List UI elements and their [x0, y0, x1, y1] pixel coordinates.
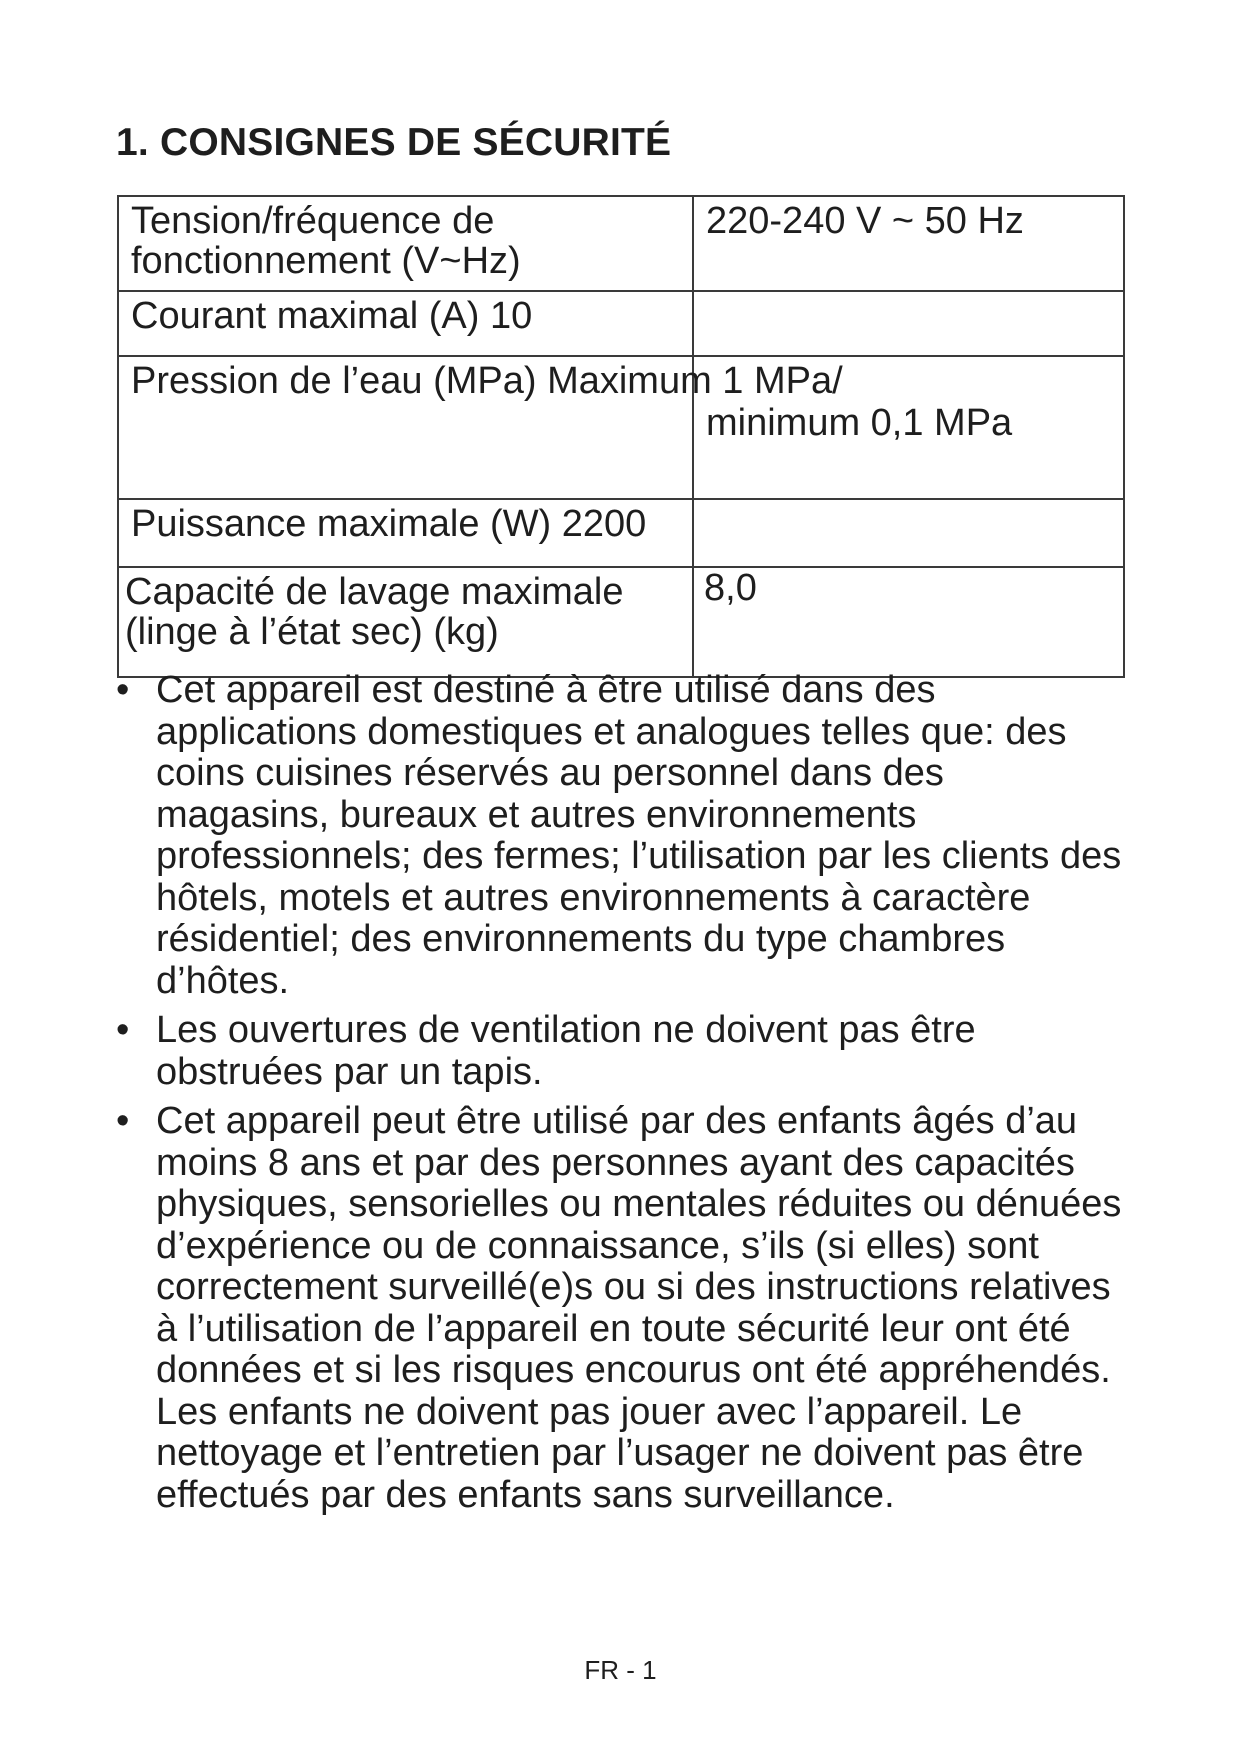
bullet-icon: •	[116, 1009, 130, 1051]
spec-value: minimum 0,1 MPa	[693, 356, 1124, 499]
spec-value	[693, 499, 1124, 567]
list-item	[116, 670, 1126, 1002]
spec-label: Capacité de lavage maximale (linge à l’état sec) (kg)	[118, 567, 693, 677]
spec-row-current	[118, 291, 1124, 356]
section-title: 1. CONSIGNES DE SÉCURITÉ	[116, 121, 672, 164]
list-item-text: Cet appareil est destiné à être utilisé dans des applications domestiques et analogues telles que: des coins cuisines réservés au personnel dans des magasins, bureaux et autres environnements professionnels; des fermes; l’utilisation par les clients des hôtels, motels et autres environnements à caractère résidentiel; des environnements du type chambres d’hôtes.	[156, 669, 1122, 1002]
spec-value	[693, 291, 1124, 356]
spec-label: Puissance maximale (W) 2200	[118, 499, 693, 567]
spec-label: Courant maximal (A) 10	[118, 291, 693, 356]
spec-value: 220-240 V ~ 50 Hz	[693, 196, 1124, 291]
bullet-icon: •	[116, 669, 130, 711]
safety-instructions-list	[116, 670, 1126, 1524]
spec-value: 8,0	[693, 567, 1124, 677]
list-item-text: Cet appareil peut être utilisé par des enfants âgés d’au moins 8 ans et par des personnes ayant des capacités physiques, sensorielles ou mentales réduites ou dénuées d’expérience ou de connaissance, s’ils (si elles) sont correctement surveillé(e)s ou si des instructions relatives à l’utilisation de l’appareil en toute sécurité leur ont été données et si les risques encourus ont été appréhendés. Les enfants ne doivent pas jouer avec l’appareil. Le nettoyage et l’entretien par l’usager ne doivent pas être effectués par des enfants sans surveillance.	[156, 1100, 1122, 1516]
spec-row-voltage	[118, 196, 1124, 291]
list-item-text: Les ouvertures de ventilation ne doivent pas être obstruées par un tapis.	[156, 1009, 976, 1093]
list-item	[116, 1101, 1126, 1516]
specifications-table	[117, 195, 1125, 678]
spec-row-power	[118, 499, 1124, 567]
page-number: FR - 1	[584, 1655, 657, 1685]
bullet-icon: •	[116, 1100, 130, 1142]
spec-label: Pression de l’eau (MPa) Maximum 1 MPa/	[118, 356, 693, 499]
list-item	[116, 1010, 1126, 1093]
spec-label: Tension/fréquence de fonctionnement (V~Hz)	[118, 196, 693, 291]
spec-row-water-pressure	[118, 356, 1124, 499]
spec-row-capacity	[118, 567, 1124, 677]
